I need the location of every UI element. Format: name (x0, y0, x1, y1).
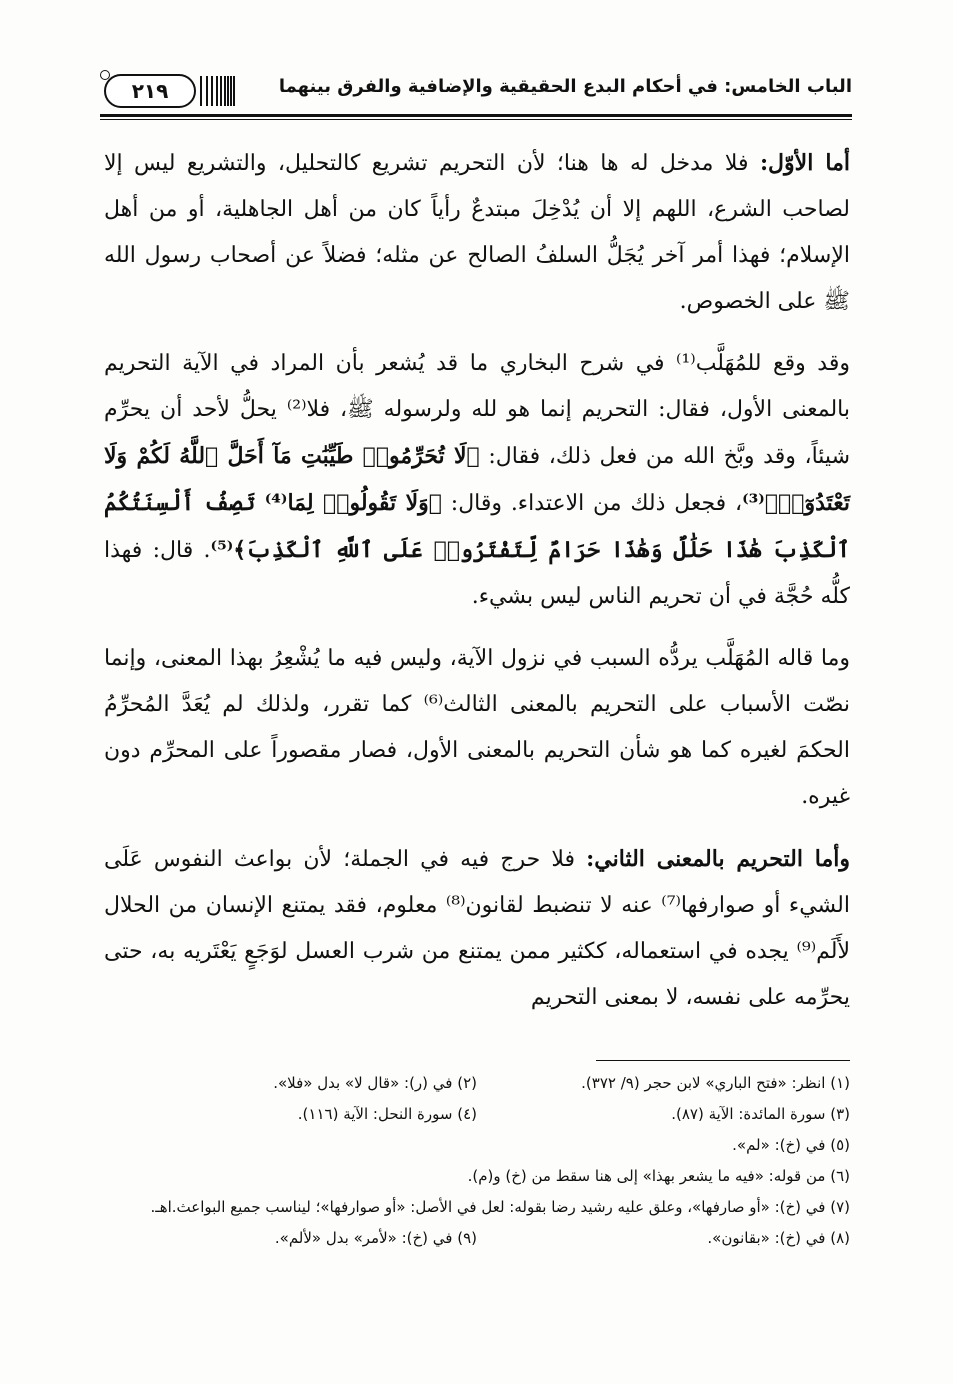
footnote-9: (٩) في (خ): «لأمر» بدل «لألم». (274, 1229, 477, 1247)
footnote-4: (٤) سورة النحل: الآية (١١٦). (297, 1105, 477, 1123)
main-text (104, 140, 850, 1037)
footnote-1: (١) انظر: «فتح الباري» لابن حجر (٩/ ٣٧٢). (581, 1074, 850, 1092)
paragraph-text: فلا حرج فيه في الجملة؛ لأن بواعث النفوس عَلَى الشيء أو صوارفها⁽⁷⁾ عنه لا تنضبط لقانون⁽⁸⁾ معلوم، فقد يمتنع الإنسان من الحلال لأَلَم⁽⁹⁾ يجده في استعماله، ككثير ممن يمتنع من شرب العسل لوَجَعٍ يَعْتَريه به، حتى يحرِّمه على نفسه، لا بمعنى التحريم (104, 847, 850, 1010)
chapter-title: الباب الخامس: في أحكام البدع الحقيقية والإضافية والفرق بينهما (278, 76, 852, 97)
footnote-row (104, 1068, 850, 1099)
paragraph-text: وما قاله المُهَلَّب يردُّه السبب في نزول الآية، وليس فيه ما يُشْعِرُ بهذا المعنى، وإنما نصّت الأسباب على التحريم بالمعنى الثالث⁽⁶⁾ كما تقرر، ولذلك لم يُعَدَّ المُحرِّمُ الحكمَ لغيره كما هو شأن التحريم بالمعنى الأول، فصار مقصوراً على المحرِّم دون غيره. (104, 646, 850, 809)
footnote-6: (٦) من قوله: «فيه ما يشعر بهذا» إلى هنا سقط من (خ) و(م). (467, 1167, 850, 1185)
quran-quote: ﴿لَا تُحَرِّمُوا۟ طَيِّبَٰتِ مَآ أَحَلَّ ٱللَّهُ لَكُمْ وَلَا تَعْتَدُوٓا۟﴾⁽³⁾ (104, 443, 850, 516)
quran-quote: ﴿وَلَا تَقُولُوا۟ لِمَا⁽⁴⁾ تَصِفُ أَلْسِنَتُكُمُ ٱلْكَذِبَ هَٰذَا حَلَٰلٌ وَهَٰذَا حَرَامٌ لِّتَفْتَرُوا۟ عَلَى ٱللَّهِ ٱلْكَذِبَ﴾⁽⁵⁾ (104, 490, 850, 563)
footnote-row (104, 1099, 850, 1130)
paragraph-3 (104, 636, 850, 820)
paragraph-text: فلا مدخل له ها هنا؛ لأن التحريم تشريع كالتحليل، والتشريع ليس إلا لصاحب الشرع، اللهم إلا أن يُدْخِلَ مبتدعٌ رأياً كان من أهل الجاهلية، أو من أهل الإسلام؛ فهذا أمر آخر يُجَلُّ السلفُ الصالح عن مثله؛ فضلاً عن أصحاب رسول الله ﷺ على الخصوص. (104, 151, 850, 314)
footnote-separator (596, 1060, 850, 1061)
paragraph-2 (104, 341, 850, 620)
ornament-circle-icon (100, 70, 110, 80)
paragraph-text: وقد وقع للمُهَلَّب⁽¹⁾ في شرح البخاري ما قد يُشعر بأن المراد في الآية التحريم بالمعنى الأول، فقال: التحريم إنما هو لله ولرسوله ﷺ، فلا⁽²⁾ يحلُّ لأحد أن يحرِّم شيئاً، وقد وبَّخ الله من فعل ذلك، فقال: (104, 351, 850, 469)
footnote-row (104, 1130, 850, 1161)
footnote-5: (٥) في (خ): «لم». (732, 1136, 850, 1154)
footnote-2: (٢) في (ر): «قال لا» بدل «فلا». (273, 1074, 477, 1092)
page-header (100, 62, 852, 114)
paragraph-1 (104, 140, 850, 325)
paragraph-4 (104, 836, 850, 1021)
footnote-row (104, 1223, 850, 1254)
paragraph-lead: وأما التحريم بالمعنى الثاني: (586, 846, 850, 872)
header-ornament (200, 76, 242, 106)
footnote-3: (٣) سورة المائدة: الآية (٨٧). (671, 1105, 850, 1123)
footnote-row (104, 1161, 850, 1192)
header-rule-thin (100, 119, 852, 120)
footnote-row (104, 1192, 850, 1223)
header-rule (100, 114, 852, 117)
paragraph-text: . قال: فهذا كلُّه حُجَّة في أن تحريم الناس ليس بشيء. (104, 538, 850, 609)
paragraph-lead: أما الأوّل: (759, 150, 850, 176)
page-number: ٢١٩ (104, 74, 196, 108)
footnote-7: (٧) في (خ): «أو صارفها»، وعلق عليه رشيد رضا بقوله: لعل في الأصل: «أو صوارفها»؛ ليناسب جميع البواعث.اهـ. (150, 1198, 850, 1216)
footnote-8: (٨) في (خ): «بقانون». (707, 1229, 850, 1247)
paragraph-text: ، فجعل ذلك من الاعتداء. وقال: (450, 491, 743, 516)
footnotes (104, 1068, 850, 1254)
